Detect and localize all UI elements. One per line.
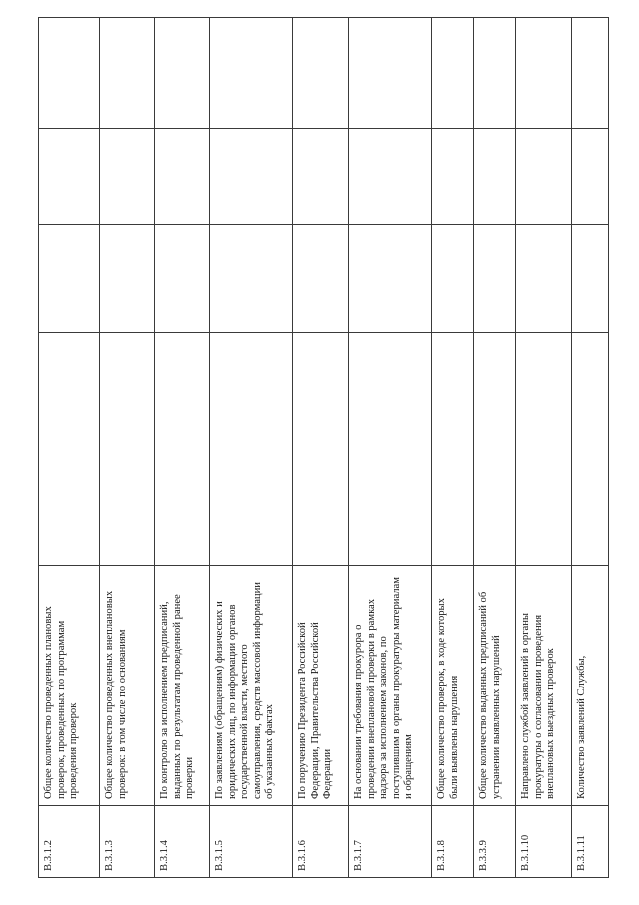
empty-cell [516,333,572,566]
empty-cell [572,18,609,129]
row-description: Общее количество проведенных плановых проверок, проведенных по программам проведения проверок [39,566,100,806]
row-description: По заявлениям (обращениям) физических и юридических лиц, по информации органов государственной власти, местного самоуправления, средств массовой информации об указанных фактах [210,566,293,806]
empty-cell [39,225,100,333]
empty-cell [349,333,432,566]
empty-cell [432,225,474,333]
empty-cell [474,333,516,566]
row-description: По поручению Президента Российской Федерации, Правительства Российской Федерации [293,566,349,806]
row-description: На основании требования прокурора о проведении внеплановой проверки в рамках надзора за исполнением законов, по поступившим в органы прокуратуры материалам и обращениям [349,566,432,806]
empty-cell [293,18,349,129]
empty-cell [349,129,432,225]
empty-cell [293,129,349,225]
empty-cell [100,129,155,225]
row-description: Количество заявлений Службы, [572,566,609,806]
row-code: В.3.1.7 [349,806,432,878]
rotated-table-container [38,18,608,878]
scanned-page [38,18,608,878]
empty-cell [39,333,100,566]
row-code: В.3.1.5 [210,806,293,878]
empty-cell [155,129,210,225]
empty-cell [100,333,155,566]
empty-cell [210,129,293,225]
row-description: По контролю за исполнением предписаний, выданных по результатам проведенной ранее проверки [155,566,210,806]
empty-cell [474,18,516,129]
row-code: В.3.1.8 [432,806,474,878]
row-code: В.3.1.2 [39,806,100,878]
row-code: В.3.3.9 [474,806,516,878]
empty-cell [210,18,293,129]
empty-cell [155,225,210,333]
empty-cell [516,225,572,333]
empty-cell [100,225,155,333]
empty-cell [155,18,210,129]
empty-cell [210,225,293,333]
table-row [293,18,349,878]
empty-cell [39,18,100,129]
empty-cell [474,129,516,225]
empty-cell [349,225,432,333]
empty-cell [293,333,349,566]
empty-cell [210,333,293,566]
empty-cell [572,225,609,333]
table-row [210,18,293,878]
empty-cell [155,333,210,566]
empty-cell [516,129,572,225]
statistics-table [38,17,609,878]
row-code: В.3.1.4 [155,806,210,878]
table-row [39,18,100,878]
table-row [155,18,210,878]
table-row [474,18,516,878]
empty-cell [100,18,155,129]
empty-cell [432,129,474,225]
table-row [432,18,474,878]
empty-cell [516,18,572,129]
empty-cell [349,18,432,129]
empty-cell [293,225,349,333]
empty-cell [572,333,609,566]
row-description: Направлено службой заявлений в органы прокуратуры о согласовании проведения внеплановых выездных проверок [516,566,572,806]
row-code: В.3.1.6 [293,806,349,878]
row-description: Общее количество проверок, в ходе которых были выявлены нарушения [432,566,474,806]
empty-cell [474,225,516,333]
row-code: В.3.1.3 [100,806,155,878]
table-row [349,18,432,878]
empty-cell [572,129,609,225]
empty-cell [432,333,474,566]
table-row [572,18,609,878]
empty-cell [39,129,100,225]
table-row [516,18,572,878]
table-row [100,18,155,878]
empty-cell [432,18,474,129]
row-description: Общее количество проведенных внеплановых проверок: в том числе по основаниям [100,566,155,806]
row-code: В.3.1.10 [516,806,572,878]
row-description: Общее количество выданных предписаний об устранении выявленных нарушений [474,566,516,806]
row-code: В.3.1.11 [572,806,609,878]
